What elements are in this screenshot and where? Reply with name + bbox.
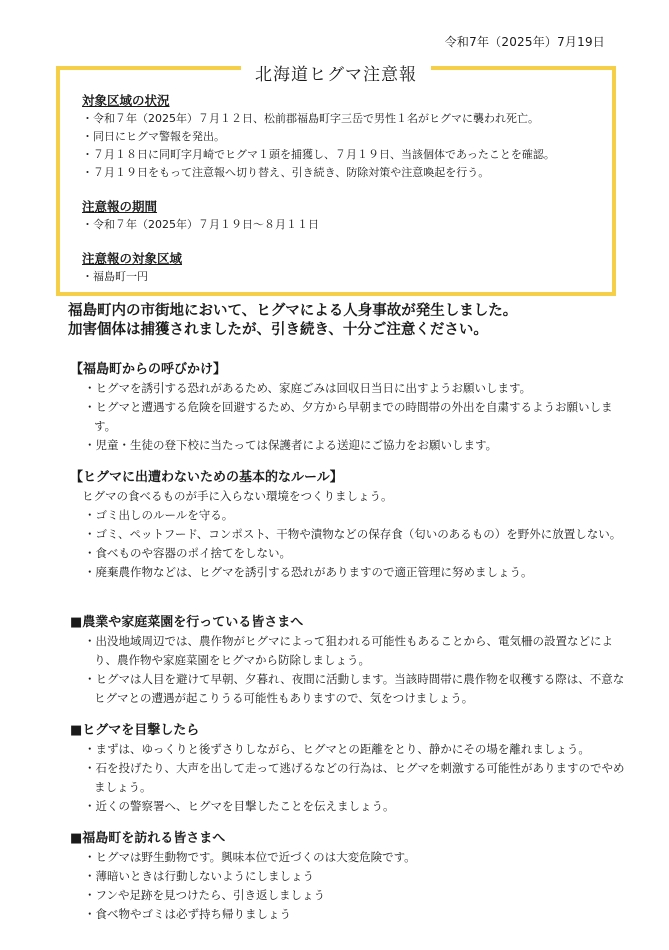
list-item: ・まずは、ゆっくりと後ずさりしながら、ヒグマとの距離をとり、静かにその場を離れましょう。 [84, 742, 590, 756]
list-item: ・フンや足跡を見つけたら、引き返しましょう [84, 888, 326, 902]
advisory-content [82, 92, 602, 286]
list-item: ・ヒグマは人目を避けて早朝、夕暮れ、夜間に活動します。当該時間帯に農作物を収穫する際は、不意なヒグマとの遭遇が起こりうる可能性もありますので、気をつけましょう。 [84, 672, 625, 705]
document-date: 令和7年（2025年）7月19日 [444, 35, 605, 49]
section-heading: ■福島町を訪れる皆さまへ [70, 831, 226, 846]
incident-alert [68, 302, 628, 340]
advisory-title: 北海道ヒグマ注意報 [241, 60, 431, 85]
list-item: ・ゴミ、ペットフード、コンポスト、干物や漬物などの保存食（匂いのあるもの）を野外に放置しない。 [84, 527, 622, 541]
list-item: ・ヒグマは野生動物です。興味本位で近づくのは大変危険です。 [84, 850, 416, 864]
list-item: ・食べ物やゴミは必ず持ち帰りましょう [84, 907, 291, 921]
area-list [82, 268, 602, 286]
section-heading: ■農業や家庭菜園を行っている皆さまへ [70, 615, 304, 630]
list-item: ・７月１８日に同町字月崎でヒグマ１頭を捕獲し、７月１９日、当該個体であったことを確認。 [82, 148, 555, 161]
area-heading: 注意報の対象区域 [82, 251, 183, 266]
town-appeal-section [70, 360, 630, 455]
basic-rules-section [70, 468, 630, 582]
list-item: ・ヒグマを誘引する恐れがあるため、家庭ごみは回収日当日に出すようお願いします。 [84, 381, 532, 395]
period-heading: 注意報の期間 [82, 199, 158, 214]
situation-list [82, 110, 602, 182]
list-item: ・令和７年（2025年）７月１２日、松前郡福島町字三岳で男性１名がヒグマに襲われ死亡。 [82, 112, 539, 125]
sighting-section [70, 721, 630, 816]
list-item: ・同日にヒグマ警報を発出。 [82, 130, 225, 143]
visitors-section [70, 829, 630, 924]
list-item: ・福島町一円 [82, 270, 148, 283]
list-item: ・ゴミ出しのルールを守る。 [84, 508, 234, 522]
section-heading: 【福島町からの呼びかけ】 [70, 362, 227, 377]
list-item: ・７月１９日をもって注意報へ切り替え、引き続き、防除対策や注意喚起を行う。 [82, 166, 490, 179]
list-item: ・児童・生徒の登下校に当たっては保護者による送迎にご協力をお願いします。 [84, 438, 498, 452]
list-item: ・石を投げたり、大声を出して走って逃げるなどの行為は、ヒグマを刺激する可能性がありますのでやめましょう。 [84, 761, 625, 794]
alert-line: 福島町内の市街地において、ヒグマによる人身事故が発生しました。 [68, 303, 518, 319]
list-item: ・薄暗いときは行動しないようにしましょう [84, 869, 314, 883]
list-item: ・令和７年（2025年）７月１９日～８月１１日 [82, 218, 319, 231]
section-heading: ■ヒグマを目撃したら [70, 723, 200, 738]
farming-section [70, 613, 630, 708]
alert-line: 加害個体は捕獲されましたが、引き続き、十分ご注意ください。 [68, 322, 488, 338]
situation-heading: 対象区域の状況 [82, 93, 170, 108]
period-list [82, 216, 602, 234]
section-heading: 【ヒグマに出遭わないための基本的なルール】 [70, 470, 343, 485]
list-item: ・食べものや容器のポイ捨てをしない。 [84, 546, 291, 560]
list-item: ・廃棄農作物などは、ヒグマを誘引する恐れがありますので適正管理に努めましょう。 [84, 565, 533, 579]
section-lead: ヒグマの食べるものが手に入らない環境をつくりましょう。 [82, 489, 393, 503]
bear-advisory-box [56, 66, 616, 296]
list-item: ・近くの警察署へ、ヒグマを目撃したことを伝えましょう。 [84, 799, 395, 813]
list-item: ・ヒグマと遭遇する危険を回避するため、夕方から早朝までの時間帯の外出を自粛するようお願いします。 [84, 400, 613, 433]
list-item: ・出没地域周辺では、農作物がヒグマによって狙われる可能性もあることから、電気柵の設置などにより、農作物や家庭菜園をヒグマから防除しましょう。 [84, 634, 613, 667]
